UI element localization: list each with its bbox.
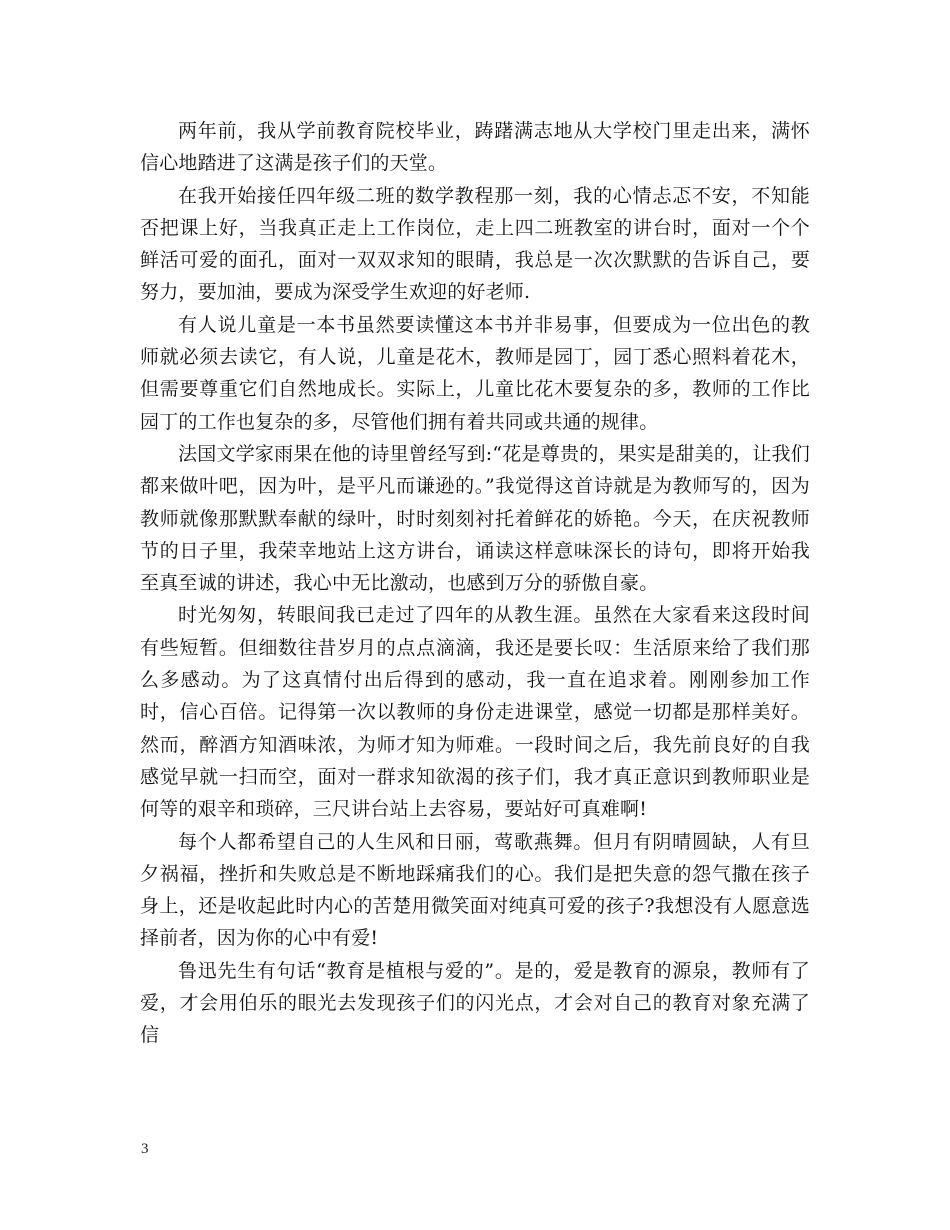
paragraph-1: 两年前，我从学前教育院校毕业，踌躇满志地从大学校门里走出来，满怀信心地踏进了这满是孩子们的天堂。: [140, 120, 810, 175]
paragraph-2: 在我开始接任四年级二班的数学教程那一刻，我的心情忐忑不安，不知能否把课上好，当我真正走上工作岗位，走上四二班教室的讲台时，面对一个个鲜活可爱的面孔，面对一双双求知的眼睛，我总是一次次默默的告诉自己，要努力，要加油，要成为深受学生欢迎的好老师.: [140, 184, 810, 304]
paragraph-6: 每个人都希望自己的人生风和日丽，莺歌燕舞。但月有阴晴圆缺，人有旦夕祸福，挫折和失败总是不断地踩痛我们的心。我们是把失意的怨气撒在孩子身上，还是收起此时内心的苦楚用微笑面对纯真可爱的孩子?我想没有人愿意选择前者，因为你的心中有爱!: [140, 830, 810, 950]
page-number: 3: [141, 1141, 149, 1157]
paragraph-5: 时光匆匆，转眼间我已走过了四年的从教生涯。虽然在大家看来这段时间有些短暂。但细数往昔岁月的点点滴滴，我还是要长叹：生活原来给了我们那么多感动。为了这真情付出后得到的感动，我一直在追求着。刚刚参加工作时，信心百倍。记得第一次以教师的身份走进课堂，感觉一切都是那样美好。然而，醉酒方知酒味浓，为师才知为师难。一段时间之后，我先前良好的自我感觉早就一扫而空，面对一群求知欲渴的孩子们，我才真正意识到教师职业是何等的艰辛和琐碎，三尺讲台站上去容易，要站好可真难啊!: [140, 604, 810, 821]
paragraph-3: 有人说儿童是一本书虽然要读懂这本书并非易事，但要成为一位出色的教师就必须去读它，有人说，儿童是花木，教师是园丁，园丁悉心照料着花木，但需要尊重它们自然地成长。实际上，儿童比花木要复杂的多，教师的工作比园丁的工作也复杂的多，尽管他们拥有着共同或共通的规律。: [140, 313, 810, 433]
paragraph-4: 法国文学家雨果在他的诗里曾经写到:“花是尊贵的，果实是甜美的，让我们都来做叶吧，因为叶，是平凡而谦逊的。”我觉得这首诗就是为教师写的，因为教师就像那默默奉献的绿叶，时时刻刻衬托着鲜花的娇艳。今天，在庆祝教师节的日子里，我荣幸地站上这方讲台，诵读这样意味深长的诗句，即将开始我至真至诚的讲述，我心中无比激动，也感到万分的骄傲自豪。: [140, 442, 810, 595]
document-body: [140, 115, 810, 1052]
paragraph-7: 鲁迅先生有句话“教育是植根与爱的”。是的，爱是教育的源泉，教师有了爱，才会用伯乐的眼光去发现孩子们的闪光点，才会对自己的教育对象充满了信: [140, 959, 810, 1047]
